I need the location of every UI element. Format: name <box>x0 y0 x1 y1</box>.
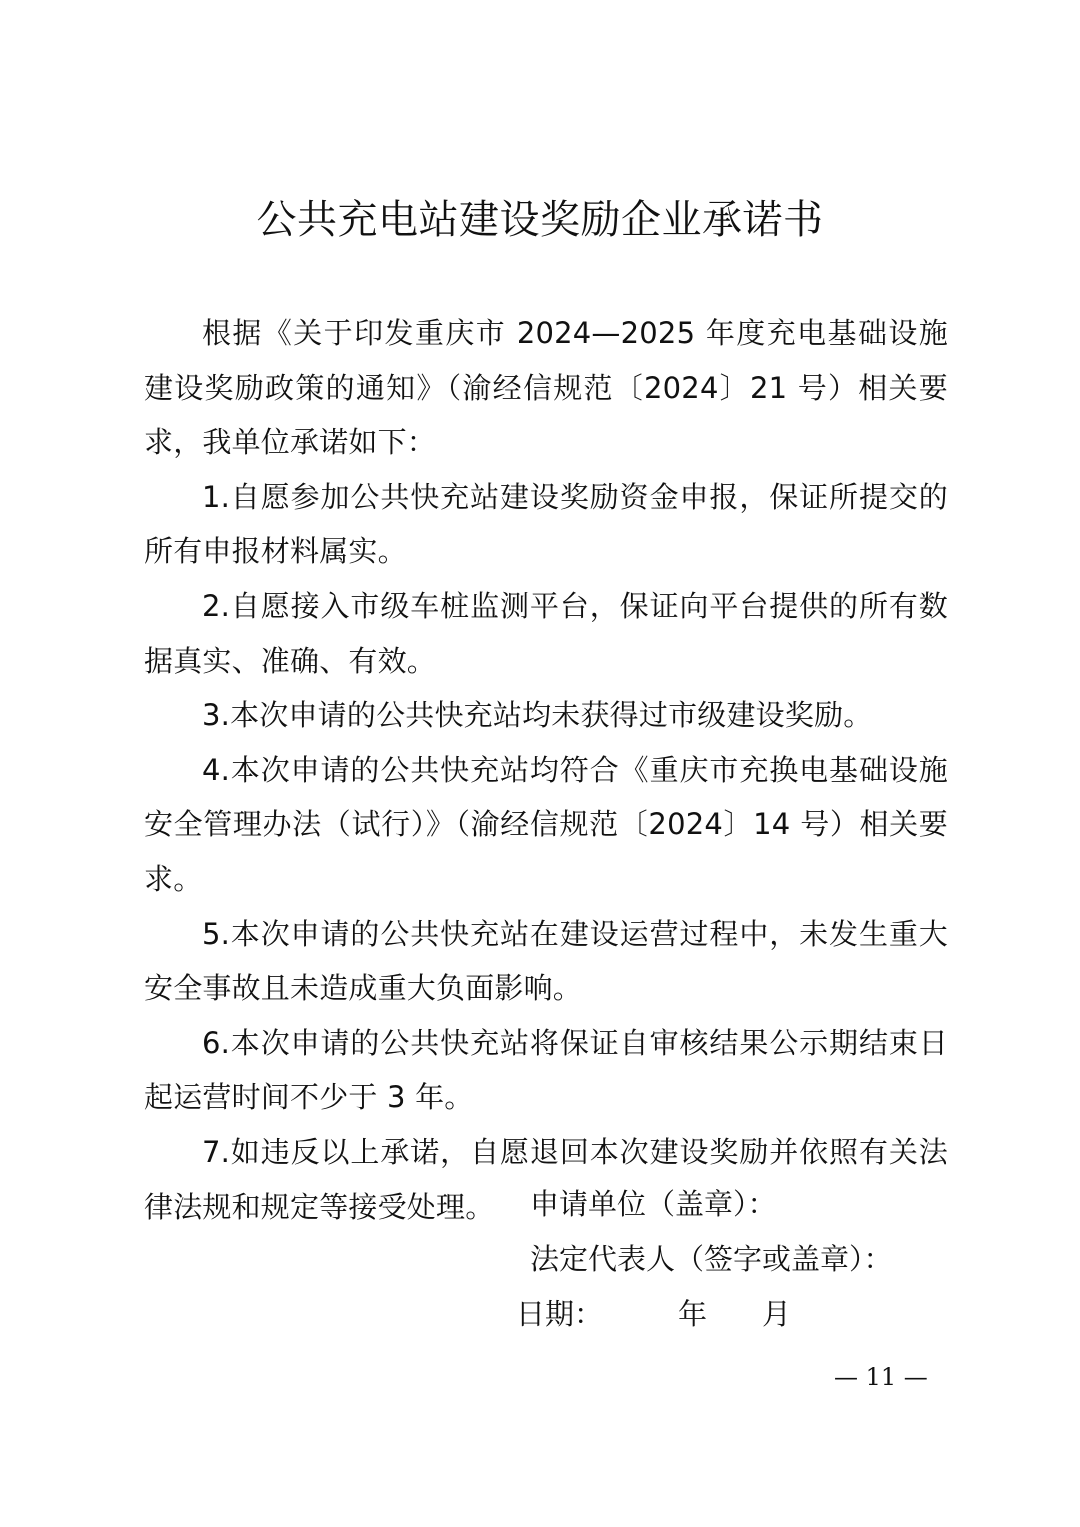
commitment-item-1: 1.自愿参加公共快充站建设奖励资金申报，保证所提交的所有申报材料属实。 <box>144 479 948 569</box>
commitment-item-2: 2.自愿接入市级车桩监测平台，保证向平台提供的所有数据真实、准确、有效。 <box>144 588 948 678</box>
applicant-unit-seal-label: 申请单位（盖章）： <box>530 1187 777 1221</box>
document-title: 公共充电站建设奖励企业承诺书 <box>256 197 824 243</box>
page-number: — 11 — <box>834 1363 928 1391</box>
commitment-item-5: 5.本次申请的公共快充站在建设运营过程中，未发生重大安全事故且未造成重大负面影响。 <box>144 916 948 1006</box>
date-year-label: 年 <box>678 1297 708 1331</box>
date-month-label: 月 <box>762 1297 792 1331</box>
commitment-item-4: 4.本次申请的公共快充站均符合《重庆市充换电基础设施安全管理办法（试行）》（渝经信规范〔2024〕14 号）相关要求。 <box>144 752 948 896</box>
legal-representative-signature-label: 法定代表人（签字或盖章）： <box>530 1242 893 1276</box>
commitment-item-6: 6.本次申请的公共快充站将保证自审核结果公示期结束日起运营时间不少于 3 年。 <box>144 1025 948 1115</box>
document-body <box>144 306 948 1234</box>
commitment-item-7: 7.如违反以上承诺，自愿退回本次建设奖励并依照有关法律法规和规定等接受处理。 <box>144 1134 948 1224</box>
commitment-item-3: 3.本次申请的公共快充站均未获得过市级建设奖励。 <box>202 698 873 733</box>
intro-paragraph: 根据《关于印发重庆市 2024—2025 年度充电基础设施建设奖励政策的通知》（渝经信规范〔2024〕21 号）相关要求，我单位承诺如下： <box>144 316 948 460</box>
date-label: 日期： <box>516 1297 604 1331</box>
